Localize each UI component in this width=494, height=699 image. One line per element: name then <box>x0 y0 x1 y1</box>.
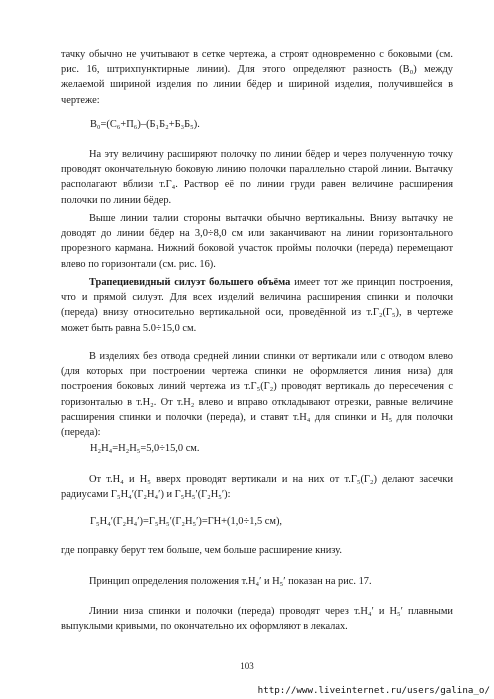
paragraph-2: На эту величину расширяют полочку по линии бёдер и через полученную точку проводят окончательную боковую линию полочки параллельно старой линии. Вытачку располагают вблизи т.Г₄. Раствор её по линии груди равен величине расширения полочки по линии бёдер. <box>61 149 453 206</box>
paragraph-4: Трапециевидный силуэт большего объёма имеет тот же принцип построения, что и прямой силуэт. Для всех изделий величина расширения спинки и полочки (переда) внизу относительно вертикальной оси, проведённой из т.Г₂(Г₅), в чертеже может быть равна 5.0÷15,0 см. <box>61 277 453 334</box>
paragraph-3: Выше линии талии стороны вытачки обычно вертикальны. Внизу вытачку не доводят до линии бёдер на 3,0÷8,0 см или заканчивают на линии горизонтального прорезного кармана. Нижний боковой участок проймы полочки (переда) перемещают влево по горизонтали (см. рис. 16). <box>61 213 453 270</box>
page-number: 103 <box>240 661 254 671</box>
formula-3: Г₅Н₄′(Г₂Н₄′)=Г₅Н₅′(Г₂Н₅′)=ГН+(1,0÷1,5 см), <box>90 516 283 527</box>
footer-url[interactable]: http://www.liveinternet.ru/users/galina_o/ <box>257 685 490 696</box>
formula-2: Н₂Н₄=Н₂Н₅=5,0÷15,0 см. <box>90 443 200 454</box>
formula-1: В₀=(С₆+П₆)–(Б₁Б₂+Б₃Б₅). <box>90 119 200 130</box>
paragraph-9: Линии низа спинки и полочки (переда) проводят через т.Н₄′ и Н₅′ плавными выпуклыми кривыми, по окончательно их оформляют в лекалах. <box>61 606 453 633</box>
paragraph-1: тачку обычно не учитывают в сетке чертежа, а строят одновременно с боковыми (см. рис. 16, штрихпунктирные линии). Для этого определяют разность (В₀) между желаемой шириной изделия по линии бёдер и шириной изделия, получившейся в чертеже: <box>61 49 453 106</box>
paragraph-6: От т.Н₄ и Н₅ вверх проводят вертикали и на них от т.Г₅(Г₂) делают засечки радиусами Г₅Н₄′(Г₂Н₄′) и Г₅Н₅′(Г₂Н₅′): <box>61 474 453 501</box>
paragraph-5: В изделиях без отвода средней линии спинки от вертикали или с отводом влево (для которых при построении чертежа спинки не оформляется линия низа) для построения боковых линий чертежа из т.Г₅(Г₂) проводят вертикаль до пересечения с горизонталью в т.Н₂. От т.Н₂ влево и вправо откладывают отрезки, равные величине расширения спинки и полочки (переда), и ставят т.Н₄ для спинки и Н₅ для полочки (переда): <box>61 351 453 439</box>
paragraph-8: Принцип определения положения т.Н₄′ и Н₅′ показан на рис. 17. <box>89 576 372 587</box>
paragraph-7: где поправку берут тем больше, чем больше расширение книзу. <box>61 545 342 556</box>
